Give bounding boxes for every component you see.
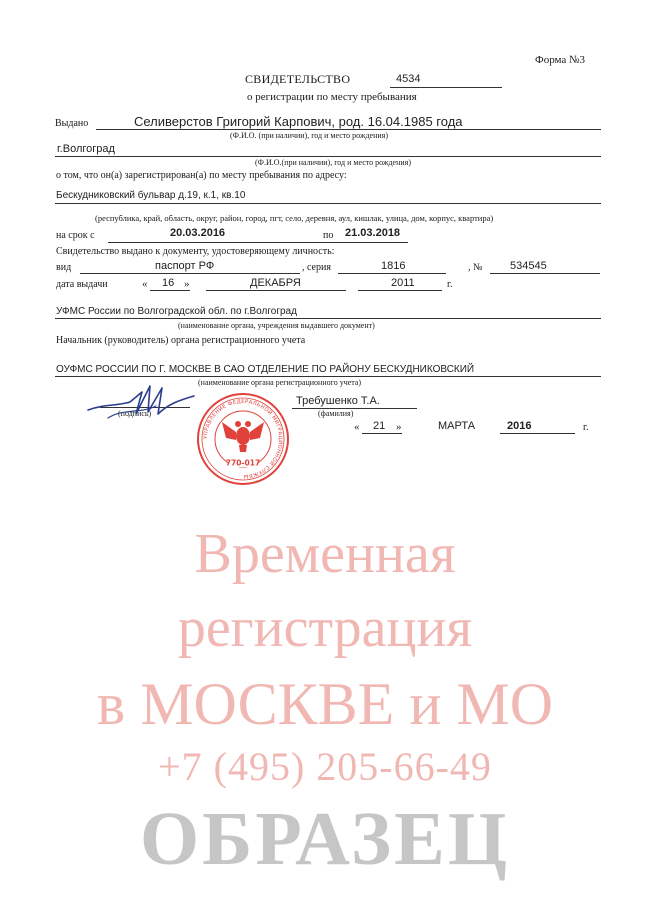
issuing-authority-caption: (наименование органа, учреждения выдавшего документ) bbox=[178, 321, 375, 330]
certificate-heading: СВИДЕТЕЛЬСТВО bbox=[245, 72, 351, 86]
issue-year-suffix: г. bbox=[447, 279, 453, 290]
document-text: Свидетельство выдано к документу, удостоверяющему личность: bbox=[56, 246, 335, 257]
series-label: , серия bbox=[302, 262, 331, 273]
surname-caption: (фамилия) bbox=[318, 409, 354, 418]
issued-label: Выдано bbox=[55, 118, 89, 129]
sign-date-day: 21 bbox=[373, 420, 386, 432]
term-line bbox=[108, 242, 408, 243]
issue-date-label: дата выдачи bbox=[56, 279, 108, 290]
signature-caption: (подпись) bbox=[118, 409, 152, 418]
term-label: на срок с bbox=[56, 230, 95, 241]
certificate-subtitle: о регистрации по месту пребывания bbox=[247, 91, 417, 103]
head-text: Начальник (руководитель) органа регистрационного учета bbox=[56, 335, 306, 346]
issue-date-day: 16 bbox=[162, 277, 175, 289]
watermark-sample: ОБРАЗЕЦ bbox=[140, 797, 510, 881]
number-label: , № bbox=[468, 262, 483, 273]
issue-year-line bbox=[358, 290, 442, 291]
issue-date-month: ДЕКАБРЯ bbox=[250, 277, 301, 289]
document-type-line bbox=[80, 273, 300, 274]
stamp-ring-text: УПРАВЛЕНИЕ ФЕДЕРАЛЬНОЙ МИГРАЦИОННОЙ СЛУЖБЫ bbox=[202, 398, 284, 480]
document-type: паспорт РФ bbox=[155, 260, 215, 272]
term-from: 20.03.2016 bbox=[170, 227, 226, 239]
about-text: о том, что он(а) зарегистрирован(а) по месту пребывания по адресу: bbox=[56, 170, 347, 181]
sign-year-suffix: г. bbox=[583, 422, 589, 433]
document-type-label: вид bbox=[56, 262, 72, 273]
sign-date-year: 2016 bbox=[507, 420, 532, 432]
issue-date-open-quote: « bbox=[142, 278, 148, 290]
term-to: 21.03.2018 bbox=[345, 227, 401, 239]
doc-number-line bbox=[490, 273, 600, 274]
official-stamp bbox=[196, 392, 290, 486]
address: Бескудниковский бульвар д.19, к.1, кв.10 bbox=[56, 190, 246, 201]
sign-year-line bbox=[500, 433, 575, 434]
eagle-emblem-icon bbox=[222, 421, 264, 452]
certificate-number: 4534 bbox=[396, 73, 421, 85]
number-line bbox=[390, 87, 502, 88]
signer-surname: Требушенко Т.А. bbox=[296, 395, 380, 407]
birthplace-caption: (Ф.И.О.(при наличии), год и место рождения) bbox=[255, 158, 412, 167]
signature-scribble bbox=[84, 378, 204, 426]
issue-date-close-quote: » bbox=[184, 278, 190, 290]
issued-person: Селиверстов Григорий Карпович, род. 16.04.1985 года bbox=[134, 114, 463, 129]
document-number: 534545 bbox=[510, 260, 547, 272]
birthplace: г.Волгоград bbox=[57, 143, 115, 155]
term-to-label: по bbox=[323, 230, 334, 241]
address-line bbox=[55, 203, 601, 204]
watermark-line3: в МОСКВЕ и МО bbox=[96, 671, 554, 737]
issue-month-line bbox=[206, 290, 346, 291]
registration-authority-line bbox=[55, 376, 601, 377]
birthplace-line bbox=[55, 156, 601, 157]
watermark-line2: регистрация bbox=[177, 597, 473, 659]
document-series: 1816 bbox=[381, 260, 406, 272]
issued-line bbox=[96, 129, 601, 130]
issue-day-line bbox=[150, 290, 190, 291]
registration-authority: ОУФМС РОССИИ ПО Г. МОСКВЕ В САО ОТДЕЛЕНИЕ ПО РАЙОНУ БЕСКУДНИКОВСКИЙ bbox=[56, 364, 475, 375]
address-caption: (республика, край, область, округ, район, город, пгт, село, деревня, аул, кишлак, улица, дом, корпус, квартира) bbox=[95, 213, 494, 223]
issued-caption: (Ф.И.О. (при наличии), год и место рождения) bbox=[230, 131, 389, 140]
issuing-authority-line bbox=[55, 318, 601, 319]
watermark-phone: +7 (495) 205-66-49 bbox=[158, 744, 492, 789]
stamp-code: 770-017 bbox=[225, 458, 261, 468]
sign-date-month: МАРТА bbox=[438, 420, 476, 432]
issuing-authority: УФМС России по Волгоградской обл. по г.Волгоград bbox=[56, 306, 297, 317]
registration-authority-caption: (наименование органа регистрационного учета) bbox=[198, 378, 362, 387]
surname-line bbox=[292, 408, 417, 409]
form-number: Форма №3 bbox=[535, 54, 586, 66]
series-line bbox=[338, 273, 446, 274]
watermark-line1: Временная bbox=[194, 523, 456, 585]
sign-date-close-quote: » bbox=[396, 421, 402, 433]
issue-date-year: 2011 bbox=[391, 277, 415, 289]
sign-date-open-quote: « bbox=[354, 421, 360, 433]
sign-day-line bbox=[362, 433, 402, 434]
